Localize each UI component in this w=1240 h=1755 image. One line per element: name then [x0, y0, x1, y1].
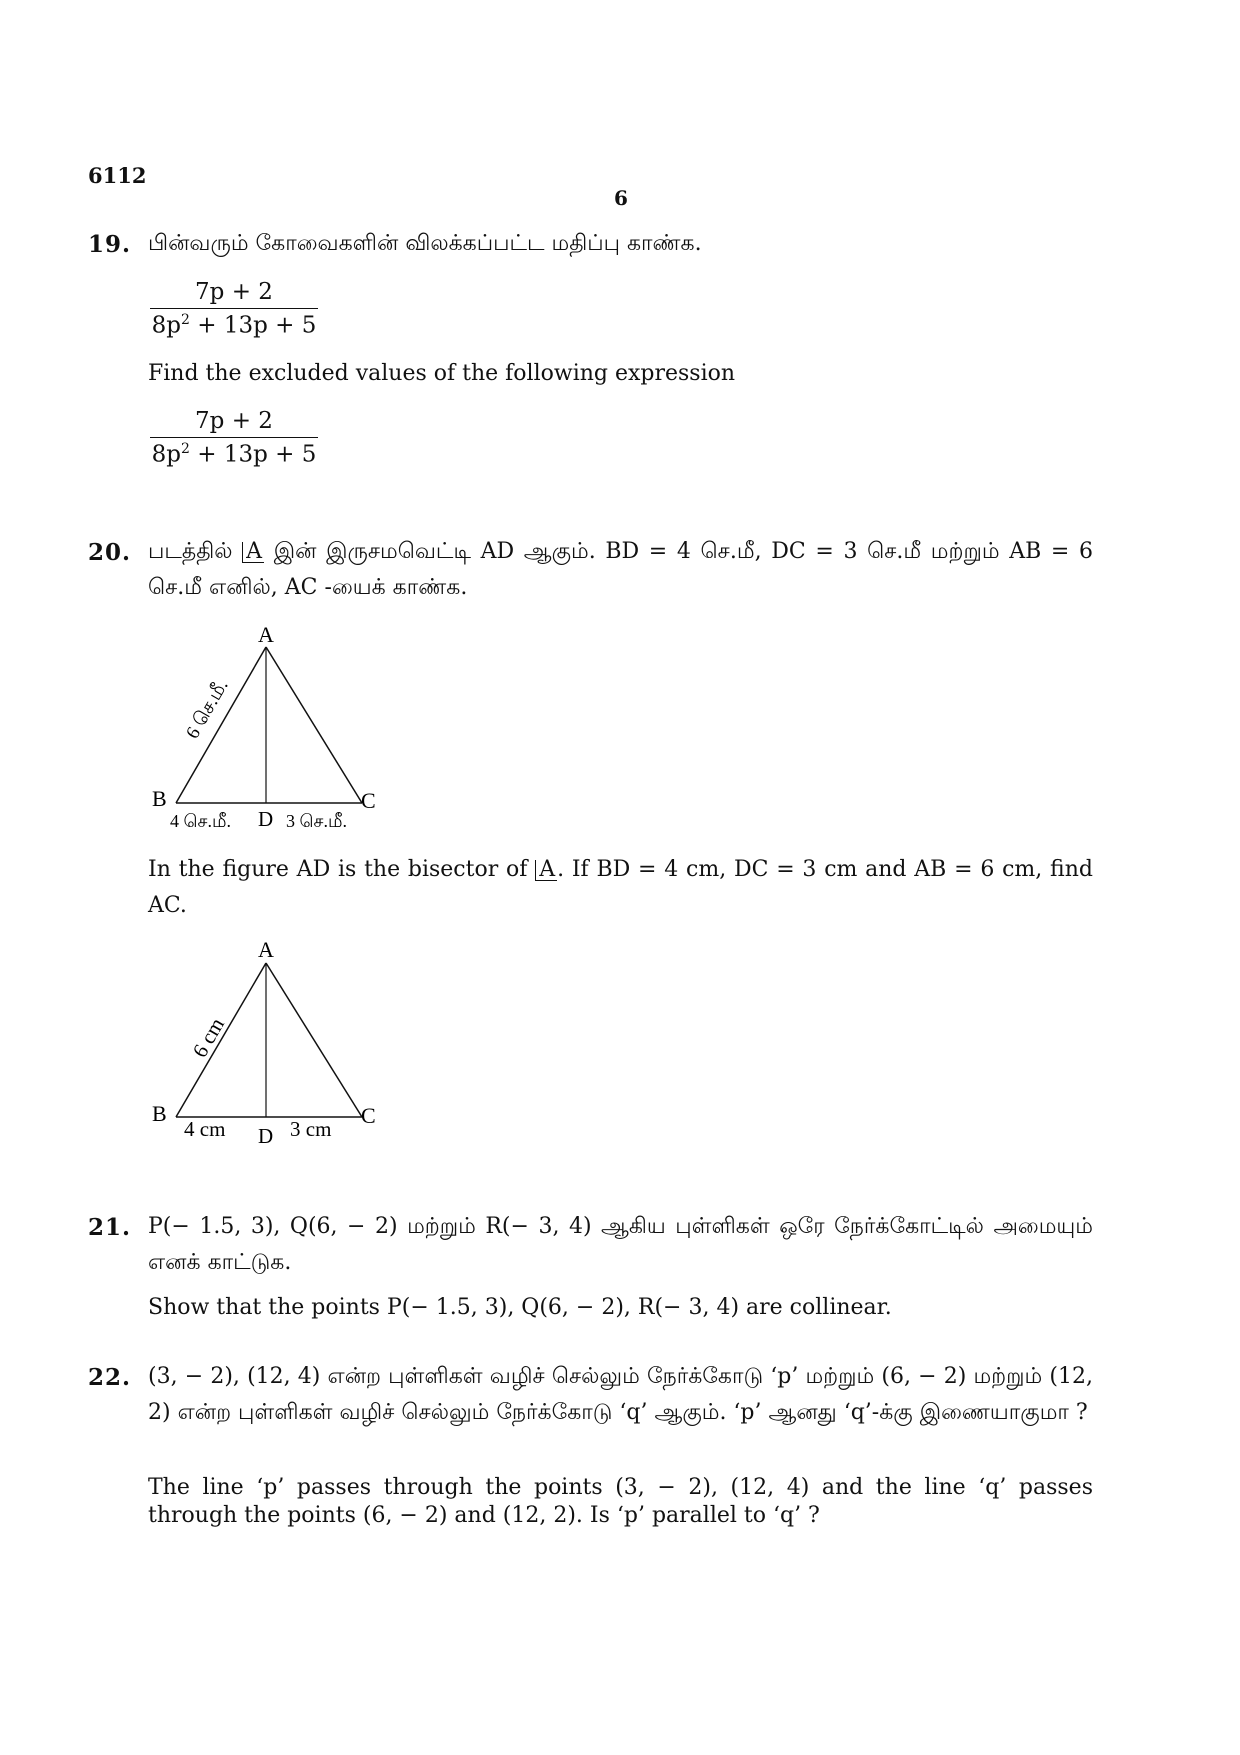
point-d-label: D	[258, 807, 274, 831]
q19-tamil-text: பின்வரும் கோவைகளின் விலக்கப்பட்ட மதிப்பு காண்க.	[148, 231, 702, 256]
question-number-20: 20.	[88, 539, 132, 566]
triangle-figure-english	[140, 935, 400, 1155]
q22-english-text: The line ‘p’ passes through the points (3, − 2), (12, 4) and the line ‘q’ passes through the points (6, − 2) and (12, 2). Is ‘p’ parallel to ‘q’ ?	[148, 1475, 1093, 1528]
angle-symbol: A	[535, 860, 557, 881]
question-number-21: 21.	[88, 1214, 132, 1241]
question-number-22: 22.	[88, 1364, 132, 1391]
q22-tamil-text: (3, − 2), (12, 4) என்ற புள்ளிகள் வழிச் செல்லும் நேர்க்கோடு ‘p’ மற்றும் (6, − 2) மற்றும் (12, 2) என்ற புள்ளிகள் வழிச் செல்லும் நேர்க்கோடு ‘q’ ஆகும். ‘p’ ஆனது ‘q’-க்கு இணையாகுமா ?	[148, 1364, 1093, 1425]
vertex-c-label: C	[361, 1103, 376, 1128]
q19-english-text: Find the excluded values of the following expression	[148, 361, 736, 386]
fraction-numerator: 7p + 2	[150, 279, 318, 309]
ab-length-label: 6 cm	[187, 1013, 230, 1062]
vertex-b-label: B	[152, 1101, 167, 1126]
fraction-denominator: $8p^2 + 13p + 5$	[151, 312, 317, 339]
question-number-19: 19.	[88, 231, 132, 258]
angle-symbol: A	[242, 542, 264, 563]
side-ab	[176, 963, 266, 1117]
vertex-b-label: B	[152, 786, 167, 811]
vertex-a-label: A	[258, 937, 274, 962]
bd-length-label: 4 cm	[184, 1117, 226, 1141]
ab-length-label: 6 செ.மீ.	[182, 676, 233, 743]
vertex-c-label: C	[361, 788, 376, 813]
paper-code: 6112	[88, 163, 147, 188]
fraction-numerator: 7p + 2	[150, 408, 318, 438]
side-ac	[266, 963, 362, 1117]
point-d-label: D	[258, 1124, 274, 1148]
triangle-figure-tamil	[140, 620, 400, 840]
dc-length-label: 3 cm	[290, 1117, 332, 1141]
q20-english-text: In the figure AD is the bisector of A. If BD = 4 cm, DC = 3 cm and AB = 6 cm, find AC.	[148, 857, 1093, 918]
page-number: 6	[614, 186, 628, 210]
side-ac	[266, 647, 362, 803]
fraction-denominator: $8p^2 + 13p + 5$	[151, 441, 317, 468]
vertex-a-label: A	[258, 622, 274, 647]
q19-fraction-english	[150, 408, 318, 468]
dc-length-label: 3 செ.மீ.	[286, 811, 348, 831]
bd-length-label: 4 செ.மீ.	[170, 811, 232, 831]
q19-fraction-tamil	[150, 279, 318, 339]
q21-english-text: Show that the points P(− 1.5, 3), Q(6, − 2), R(− 3, 4) are collinear.	[148, 1295, 892, 1320]
q20-tamil-text: படத்தில் A இன் இருசமவெட்டி AD ஆகும். BD = 4 செ.மீ, DC = 3 செ.மீ மற்றும் AB = 6 செ.மீ எனில், AC -யைக் காண்க.	[148, 539, 1093, 600]
q21-tamil-text: P(− 1.5, 3), Q(6, − 2) மற்றும் R(− 3, 4) ஆகிய புள்ளிகள் ஒரே நேர்க்கோட்டில் அமையும் எனக் காட்டுக.	[148, 1214, 1093, 1275]
